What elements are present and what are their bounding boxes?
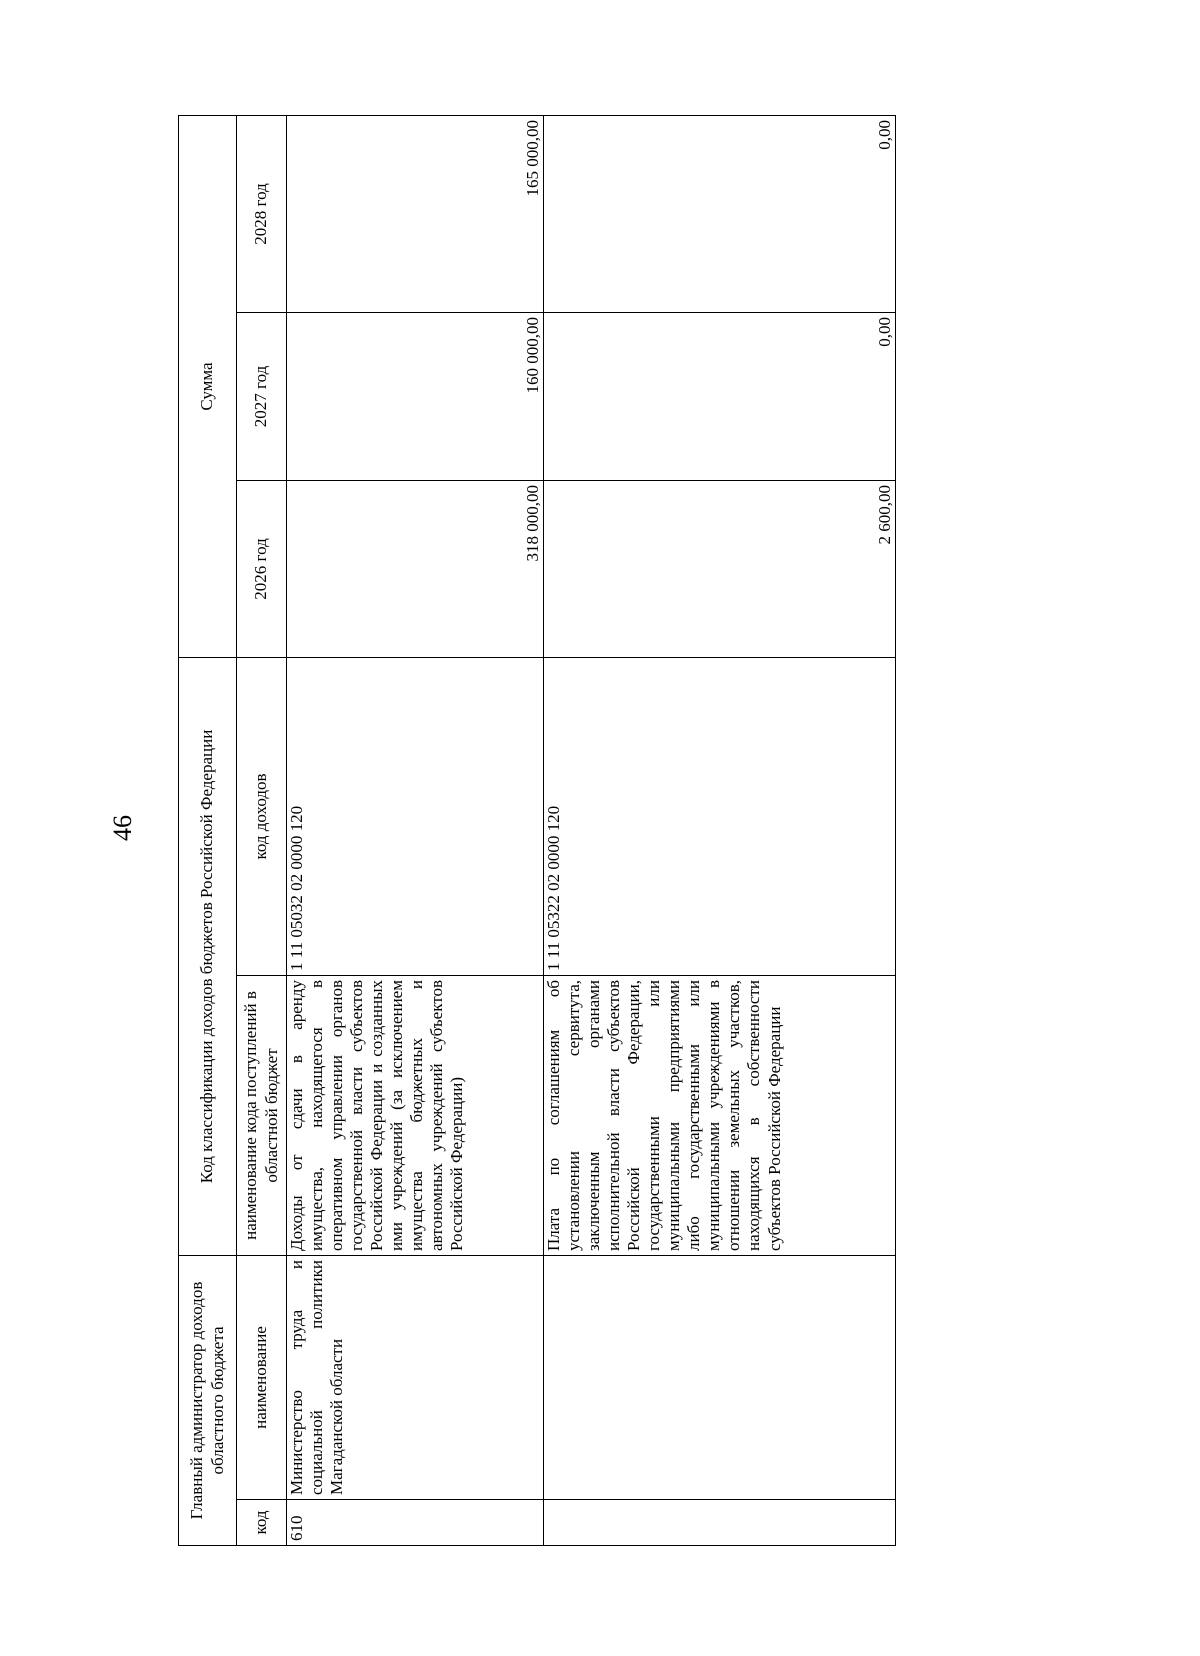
admin-name-cell: [544, 1256, 896, 1500]
income-name-cell: Доходы от сдачи в аренду имущества, находящегося в оперативном управлении органов государственной власти субъектов Российской Федерации и созданных ими учреждений (за исключением имущества бюджетных и автономных учреждений субъектов Российской Федерации): [287, 976, 544, 1256]
income-name-header: наименование кода поступлений в областной бюджет: [237, 976, 287, 1256]
income-code-cell: 1 11 05322 02 0000 120: [544, 657, 896, 975]
admin-code-header: код: [237, 1500, 287, 1546]
header-row-1: [179, 115, 237, 1545]
page-number: 46: [108, 815, 137, 841]
sum-2028-cell: 165 000,00: [287, 115, 544, 312]
sum-2026-cell: 318 000,00: [287, 480, 544, 657]
header-row-2: [237, 115, 287, 1545]
admin-name-header: наименование: [237, 1256, 287, 1500]
sum-2026-cell: 2 600,00: [544, 480, 896, 657]
admin-group-header: Главный администратор доходов областного бюджета: [179, 1256, 237, 1546]
table-row: [544, 115, 896, 1545]
income-code-header: код доходов: [237, 657, 287, 975]
year-2026-header: 2026 год: [237, 480, 287, 657]
revenue-table: [178, 115, 896, 1546]
year-2027-header: 2027 год: [237, 312, 287, 480]
year-2028-header: 2028 год: [237, 115, 287, 312]
income-name-cell: Плата по соглашениям об установлении сервитута, заключенным органами исполнительной власти субъектов Российской Федерации, государственными или муниципальными предприятиями либо государственными или муниципальными учреждениями в отношении земельных участков, находящихся в собственности субъектов Российской Федерации: [544, 976, 896, 1256]
sum-2028-cell: 0,00: [544, 115, 896, 312]
rotated-table-container: [178, 116, 896, 1546]
sum-2027-cell: 0,00: [544, 312, 896, 480]
table-row: [287, 115, 544, 1545]
sum-group-header: Сумма: [179, 115, 237, 657]
sum-2027-cell: 160 000,00: [287, 312, 544, 480]
admin-code-cell: 610: [287, 1500, 544, 1546]
admin-name-cell: Министерство труда и социальной политики Магаданской области: [287, 1256, 544, 1500]
admin-code-cell: [544, 1500, 896, 1546]
classification-group-header: Код классификации доходов бюджетов Российской Федерации: [179, 657, 237, 1255]
income-code-cell: 1 11 05032 02 0000 120: [287, 657, 544, 975]
